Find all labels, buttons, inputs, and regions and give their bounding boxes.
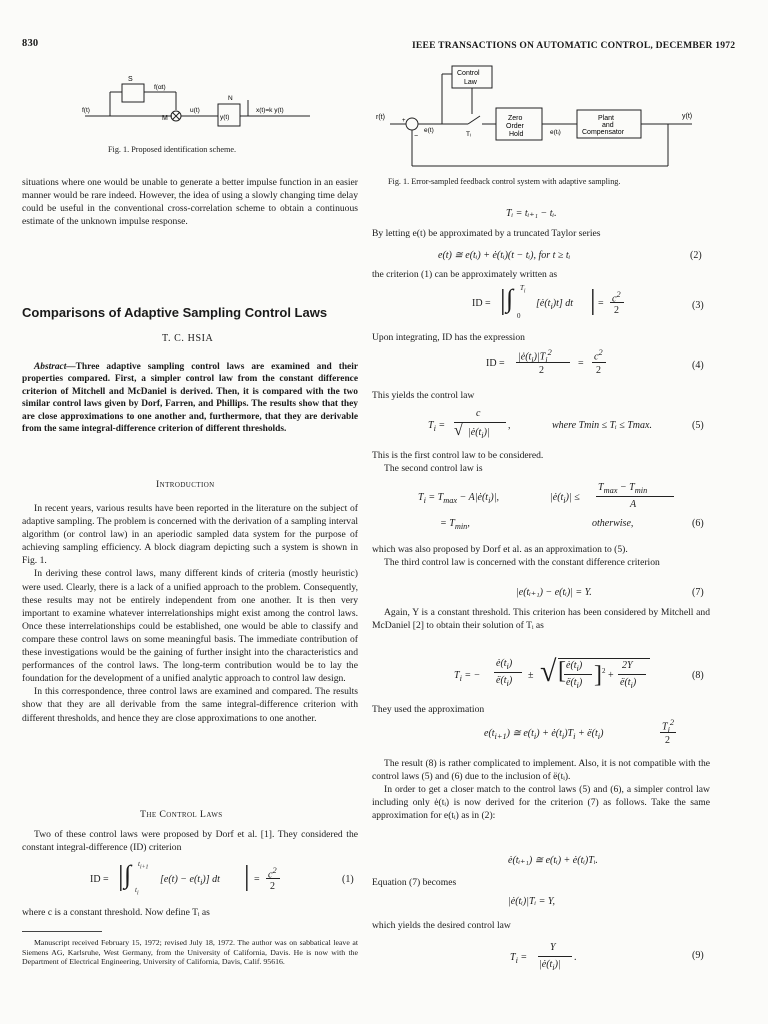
ti-definition: Tᵢ = tᵢ₊₁ − tᵢ. bbox=[506, 208, 557, 219]
zoh-label-3: Hold bbox=[509, 131, 524, 138]
left-intro-continuation bbox=[22, 176, 358, 228]
intro-paragraph-3: In this correspondence, three control laws are examined and compared. The results show that they are all derivable from the same integral-difference criterion with different thresholds, and hence they are close approximations to one another. bbox=[22, 686, 358, 724]
identification-diagram bbox=[70, 74, 330, 138]
zoh-label-2: Order bbox=[506, 123, 524, 130]
taylor-para bbox=[372, 227, 710, 240]
n-label: N bbox=[228, 95, 233, 102]
third-law-text: The third control law is concerned with the constant difference criterion bbox=[384, 557, 660, 569]
eq8-number: (8) bbox=[692, 670, 704, 681]
plant-label-1: Plant bbox=[598, 115, 614, 122]
eq5-number: (5) bbox=[692, 420, 704, 431]
continuation-paragraph: situations where one would be unable to generate a better impulse function in an easier manner would be rare indeed. However, the idea of using a slowly changing time delay could be useful in the conventional cross-correlation scheme to obtain a continuous estimate of the unknown impulse response. bbox=[22, 177, 358, 228]
footnote-rule bbox=[22, 931, 102, 932]
m-label: M bbox=[162, 115, 168, 122]
first-second-para bbox=[372, 449, 710, 475]
article-title: Comparisons of Adaptive Sampling Control Laws bbox=[22, 305, 328, 320]
after-eq1-text: where c is a constant threshold. Now define Tᵢ as bbox=[22, 907, 210, 918]
zoh-label-1: Zero bbox=[508, 115, 523, 122]
eq6-otherwise: otherwise, bbox=[592, 518, 634, 529]
author: T. C. HSIA bbox=[162, 333, 214, 344]
taylor-text: By letting e(t) be approximated by a truncated Taylor series bbox=[372, 228, 601, 239]
et-label: e(t) bbox=[424, 127, 434, 134]
footnote bbox=[22, 938, 358, 967]
right-figure-caption: Fig. 1. Error-sampled feedback control system with adaptive sampling. bbox=[388, 177, 621, 186]
dorf-text: which was also proposed by Dorf et al. as an approximation to (5). bbox=[372, 544, 628, 555]
eq9-number: (9) bbox=[692, 950, 704, 961]
eq2-number: (2) bbox=[690, 250, 702, 261]
equation-9: $T_i$ = Y $|ė(t_i)|$ . bbox=[510, 942, 577, 972]
equation-5: $T_i$ = c √ $|ė(t_i)|$ , bbox=[428, 408, 511, 440]
equation-8: $T_i$ = − $ė(t_i)$ $ë(t_i)$ ± √ [ $ė(t_i)$ $ë(t_i)$ ]$^2$ + 2Y $ë(t_i)$ bbox=[454, 656, 674, 698]
desired-text: which yields the desired control law bbox=[372, 920, 511, 931]
used-text: They used the approximation bbox=[372, 704, 485, 715]
eq4-number: (4) bbox=[692, 360, 704, 371]
abstract-label: Abstract bbox=[34, 362, 67, 372]
integrating-para bbox=[372, 331, 710, 344]
first-law-text: This is the first control law to be considered. bbox=[372, 450, 544, 461]
yields-para bbox=[372, 389, 710, 402]
yt-out-label: y(t) bbox=[682, 113, 693, 120]
plant-label-2: and bbox=[602, 122, 614, 129]
intro-body bbox=[22, 502, 358, 725]
again-para bbox=[372, 606, 710, 632]
footnote-text: Manuscript received February 15, 1972; revised July 18, 1972. The author was on sabbatical leave at Siemens AG, Karlsruhe, West Germany, from the University of California, Davis. He is now with the Department of Electrical Engineering, University of California, Davis, Calif. 95616. bbox=[22, 938, 358, 967]
yields-text: This yields the control law bbox=[372, 390, 475, 401]
minus-sign: − bbox=[414, 133, 419, 140]
eq7-becomes-para bbox=[372, 876, 710, 889]
approx-equation-2: ė(tᵢ₊₁) ≅ e(tᵢ) + ė(tᵢ)Tᵢ. bbox=[508, 855, 598, 866]
ft-label: f(t) bbox=[82, 107, 90, 114]
criterion-text: the criterion (1) can be approximately written as bbox=[372, 269, 558, 280]
equation-3: ID = | ∫ $T_i$ 0 $[ė(t_i)t]$ dt | = $c^2$ 2 bbox=[472, 286, 622, 322]
laws-heading: The Control Laws bbox=[140, 809, 223, 820]
equation-7: |e(tᵢ₊₁) − e(tᵢ)| = Y. bbox=[516, 587, 592, 598]
desired-para bbox=[372, 919, 710, 932]
second-law-text: The second control law is bbox=[384, 463, 483, 475]
equation-2: e(t) ≅ e(tᵢ) + ė(tᵢ)(t − tᵢ), for t ≥ tᵢ bbox=[438, 250, 571, 261]
journal-header: IEEE TRANSACTIONS ON AUTOMATIC CONTROL, DECEMBER 1972 bbox=[412, 40, 736, 51]
equation-4: ID = $|ė(t_i)|T_i^2$ 2 = $c^2$ 2 bbox=[486, 348, 626, 380]
ti-label: Tᵢ bbox=[466, 131, 471, 138]
intro-paragraph-2: In deriving these control laws, many different kinds of criteria (mostly heuristic) were used. Clearly, there is a lack of a unified approach to the problem. Consequently, these results may not be entirely independent from one another. It is then very important to examine whatever interrelationships might exist among the control laws. Once these interrelationships could be established, one would be able to classify and compare these control laws on some meaningful basis. The immediate contribution of these investigations would be the gaining of further insight into the characteristics and performances of the control laws. The long-term contribution would be to lay the foundation for the development of a unified analytic approach to control law design. bbox=[22, 568, 358, 685]
becomes-equation: |ė(tᵢ)|Tᵢ = Y, bbox=[508, 896, 555, 907]
feedback-diagram bbox=[372, 62, 717, 172]
integrating-text: Upon integrating, ID has the expression bbox=[372, 332, 525, 343]
abstract-text: —Three adaptive sampling control laws are examined and their properties compared. First, a simpler control law from the constant difference criterion of Mitchell and McDaniel is derived. Then, it is compared with the two similar control laws given by Dorf, Farren, and Phillips. The results show that they are close approximations to one another and, furthermore, that they are derivable from the same integral-difference criterion of different thresholds. bbox=[22, 362, 358, 435]
dorf-third-para bbox=[372, 543, 710, 569]
order-text: In order to get a closer match to the control laws (5) and (6), a simpler control law including only ė(tᵢ) is now derived for the criterion (7) as follows. Take the same approximation for e(tᵢ) as in (2): bbox=[372, 784, 710, 822]
result-text: The result (8) is rather complicated to implement. Also, it is not compatible with the control laws (5) and (6) due to the inclusion of ë(tᵢ). bbox=[372, 758, 710, 783]
result-para bbox=[372, 757, 710, 822]
equation-1: ID = | ∫ $t_{i+1}$ $t_i$ $[e(t) - e(t_i)]$ dt | = $c^2$ 2 bbox=[90, 862, 290, 896]
laws-body bbox=[22, 828, 358, 854]
control-label-1: Control bbox=[457, 70, 480, 77]
eq3-number: (3) bbox=[692, 300, 704, 311]
eq7-number: (7) bbox=[692, 587, 704, 598]
s-label: S bbox=[128, 76, 133, 83]
eq6-number: (6) bbox=[692, 518, 704, 529]
fat-label: f(αt) bbox=[154, 84, 166, 91]
plus-sign: + bbox=[402, 118, 406, 124]
laws-paragraph-1: Two of these control laws were proposed by Dorf et al. [1]. They considered the constant integral-difference (ID) criterion bbox=[22, 829, 358, 854]
left-figure-caption: Fig. 1. Proposed identification scheme. bbox=[108, 145, 237, 154]
abstract bbox=[22, 361, 358, 435]
criterion-para bbox=[372, 268, 710, 281]
intro-paragraph-1: In recent years, various results have been reported in the literature on the subject of adaptive sampling. The problem is concerned with the derivation of a sampling interval algorithm (or control law) in an aperiodic sampled data system for the purpose of achieving sampling efficiency. A block diagram depicting such a system is shown in Fig. 1. bbox=[22, 503, 358, 567]
plant-label-3: Compensator bbox=[582, 129, 625, 136]
again-text: Again, Y is a constant threshold. This criterion has been considered by Mitchell and McDaniel [2] to obtain their solution of Tᵢ as bbox=[372, 607, 710, 632]
eq7-becomes-text: Equation (7) becomes bbox=[372, 877, 457, 888]
equation-6: $T_i = T_{max}$ − $A|ė(t_i)|$, $|ė(t_i)|$ ≤ $T_{max} - T_{min}$ A = $T_{min}$, bbox=[418, 482, 708, 530]
eti-label: e(tᵢ) bbox=[550, 129, 561, 136]
after-eq1 bbox=[22, 906, 358, 919]
eq5-where: where Tmin ≤ Tᵢ ≤ Tmax. bbox=[552, 420, 652, 431]
used-para bbox=[372, 703, 710, 716]
intro-heading: Introduction bbox=[156, 479, 215, 490]
eq1-number: (1) bbox=[342, 874, 354, 885]
approx-equation: $e(t_{i+1})$ ≅ $e(t_i)$ + $ė(t_i)T_i$ + $ë(t_i)$ $T_i^2$ 2 bbox=[484, 718, 675, 746]
ut-label: u(t) bbox=[190, 107, 200, 114]
yt-label: y(t) bbox=[220, 114, 230, 121]
control-label-2: Law bbox=[464, 79, 477, 86]
xt-label: x(t)=k y(t) bbox=[256, 107, 284, 114]
page-number: 830 bbox=[22, 38, 39, 49]
rt-label: r(t) bbox=[376, 114, 385, 121]
